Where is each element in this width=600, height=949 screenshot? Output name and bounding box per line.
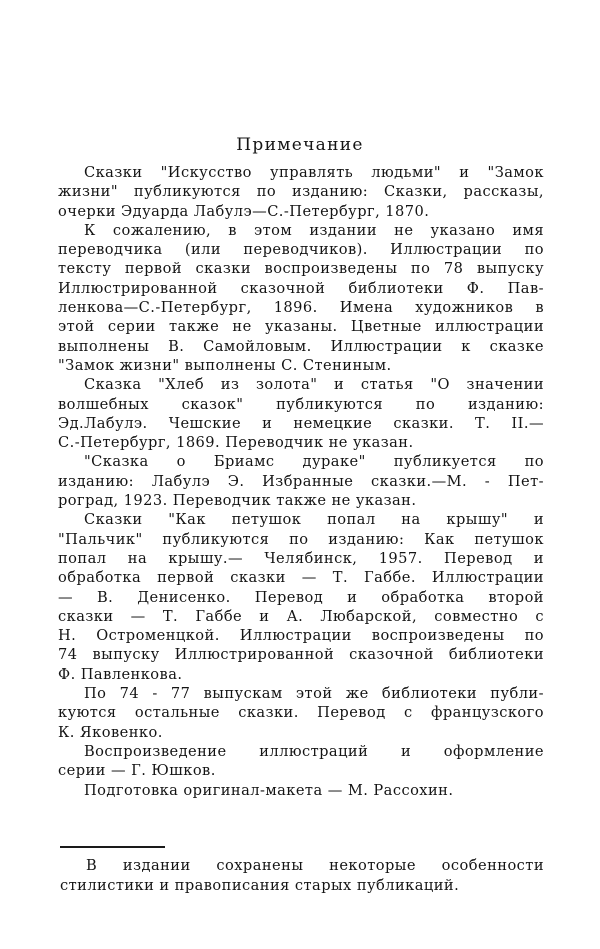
text-line: серии — Г. Юшков. bbox=[58, 762, 216, 780]
text-line: "Замок жизни" выполнены С. Стениным. bbox=[58, 356, 392, 374]
text-line: С.-Петербург, 1869. Переводчик не указан. bbox=[58, 434, 414, 452]
text-line: выполнены В. Самойловым. Иллюстрации к сказке bbox=[58, 337, 544, 355]
text-line: Подготовка оригинал-макета — М. Рассохин. bbox=[84, 781, 454, 799]
text-line: куются остальные сказки. Перевод с французского bbox=[58, 704, 544, 722]
footnote-line: стилистики и правописания старых публикаций. bbox=[60, 877, 460, 894]
text-line: По 74 - 77 выпускам этой же библиотеки публи- bbox=[84, 685, 544, 703]
text-line: жизни" публикуются по изданию: Сказки, рассказы, bbox=[58, 183, 544, 201]
text-line: К. Яковенко. bbox=[58, 723, 163, 741]
notes-body bbox=[58, 163, 544, 800]
text-line: изданию: Лабулэ Э. Избранные сказки.—М. - Пет- bbox=[58, 472, 544, 490]
footnote-line: В издании сохранены некоторые особенности bbox=[86, 857, 544, 874]
text-line: Сказка "Хлеб из золота" и статья "О значении bbox=[84, 376, 544, 394]
text-line: Сказки "Как петушок попал на крышу" и bbox=[84, 511, 544, 529]
page-title: Примечание bbox=[236, 135, 364, 156]
text-line: Ф. Павленкова. bbox=[58, 665, 183, 683]
text-line: волшебных сказок" публикуются по изданию: bbox=[58, 395, 544, 413]
text-line: роград, 1923. Переводчик также не указан. bbox=[58, 492, 417, 510]
text-line: — В. Денисенко. Перевод и обработка второй bbox=[58, 588, 544, 606]
text-line: Иллюстрированной сказочной библиотеки Ф. Пав- bbox=[58, 279, 544, 297]
footnote bbox=[60, 856, 544, 896]
text-line: ленкова—С.-Петербург, 1896. Имена художников в bbox=[58, 299, 544, 317]
text-line: Воспроизведение иллюстраций и оформление bbox=[84, 742, 544, 760]
text-line: "Пальчик" публикуются по изданию: Как петушок bbox=[58, 530, 544, 548]
footnote-divider bbox=[60, 846, 165, 848]
text-line: Сказки "Искусство управлять людьми" и "Замок bbox=[84, 164, 544, 181]
text-line: "Сказка о Бриамс дураке" публикуется по bbox=[84, 453, 544, 471]
text-line: 74 выпуску Иллюстрированной сказочной библиотеки bbox=[58, 646, 544, 664]
text-line: К сожалению, в этом издании не указано имя bbox=[84, 221, 544, 239]
text-line: Н. Остроменцкой. Иллюстрации воспроизведены по bbox=[58, 627, 544, 645]
text-line: этой серии также не указаны. Цветные иллюстрации bbox=[58, 318, 544, 336]
text-line: обработка первой сказки — Т. Габбе. Иллюстрации bbox=[58, 569, 544, 587]
text-line: попал на крышу.— Челябинск, 1957. Перевод и bbox=[58, 549, 544, 567]
text-line: переводчика (или переводчиков). Иллюстрации по bbox=[58, 241, 544, 259]
text-line: тексту первой сказки воспроизведены по 78 выпуску bbox=[58, 260, 544, 278]
text-line: Эд.Лабулэ. Чешские и немецкие сказки. Т. II.— bbox=[58, 414, 544, 432]
text-line: сказки — Т. Габбе и А. Любарской, совместно с bbox=[58, 607, 544, 625]
text-line: очерки Эдуарда Лабулэ—С.-Петербург, 1870. bbox=[58, 202, 430, 220]
